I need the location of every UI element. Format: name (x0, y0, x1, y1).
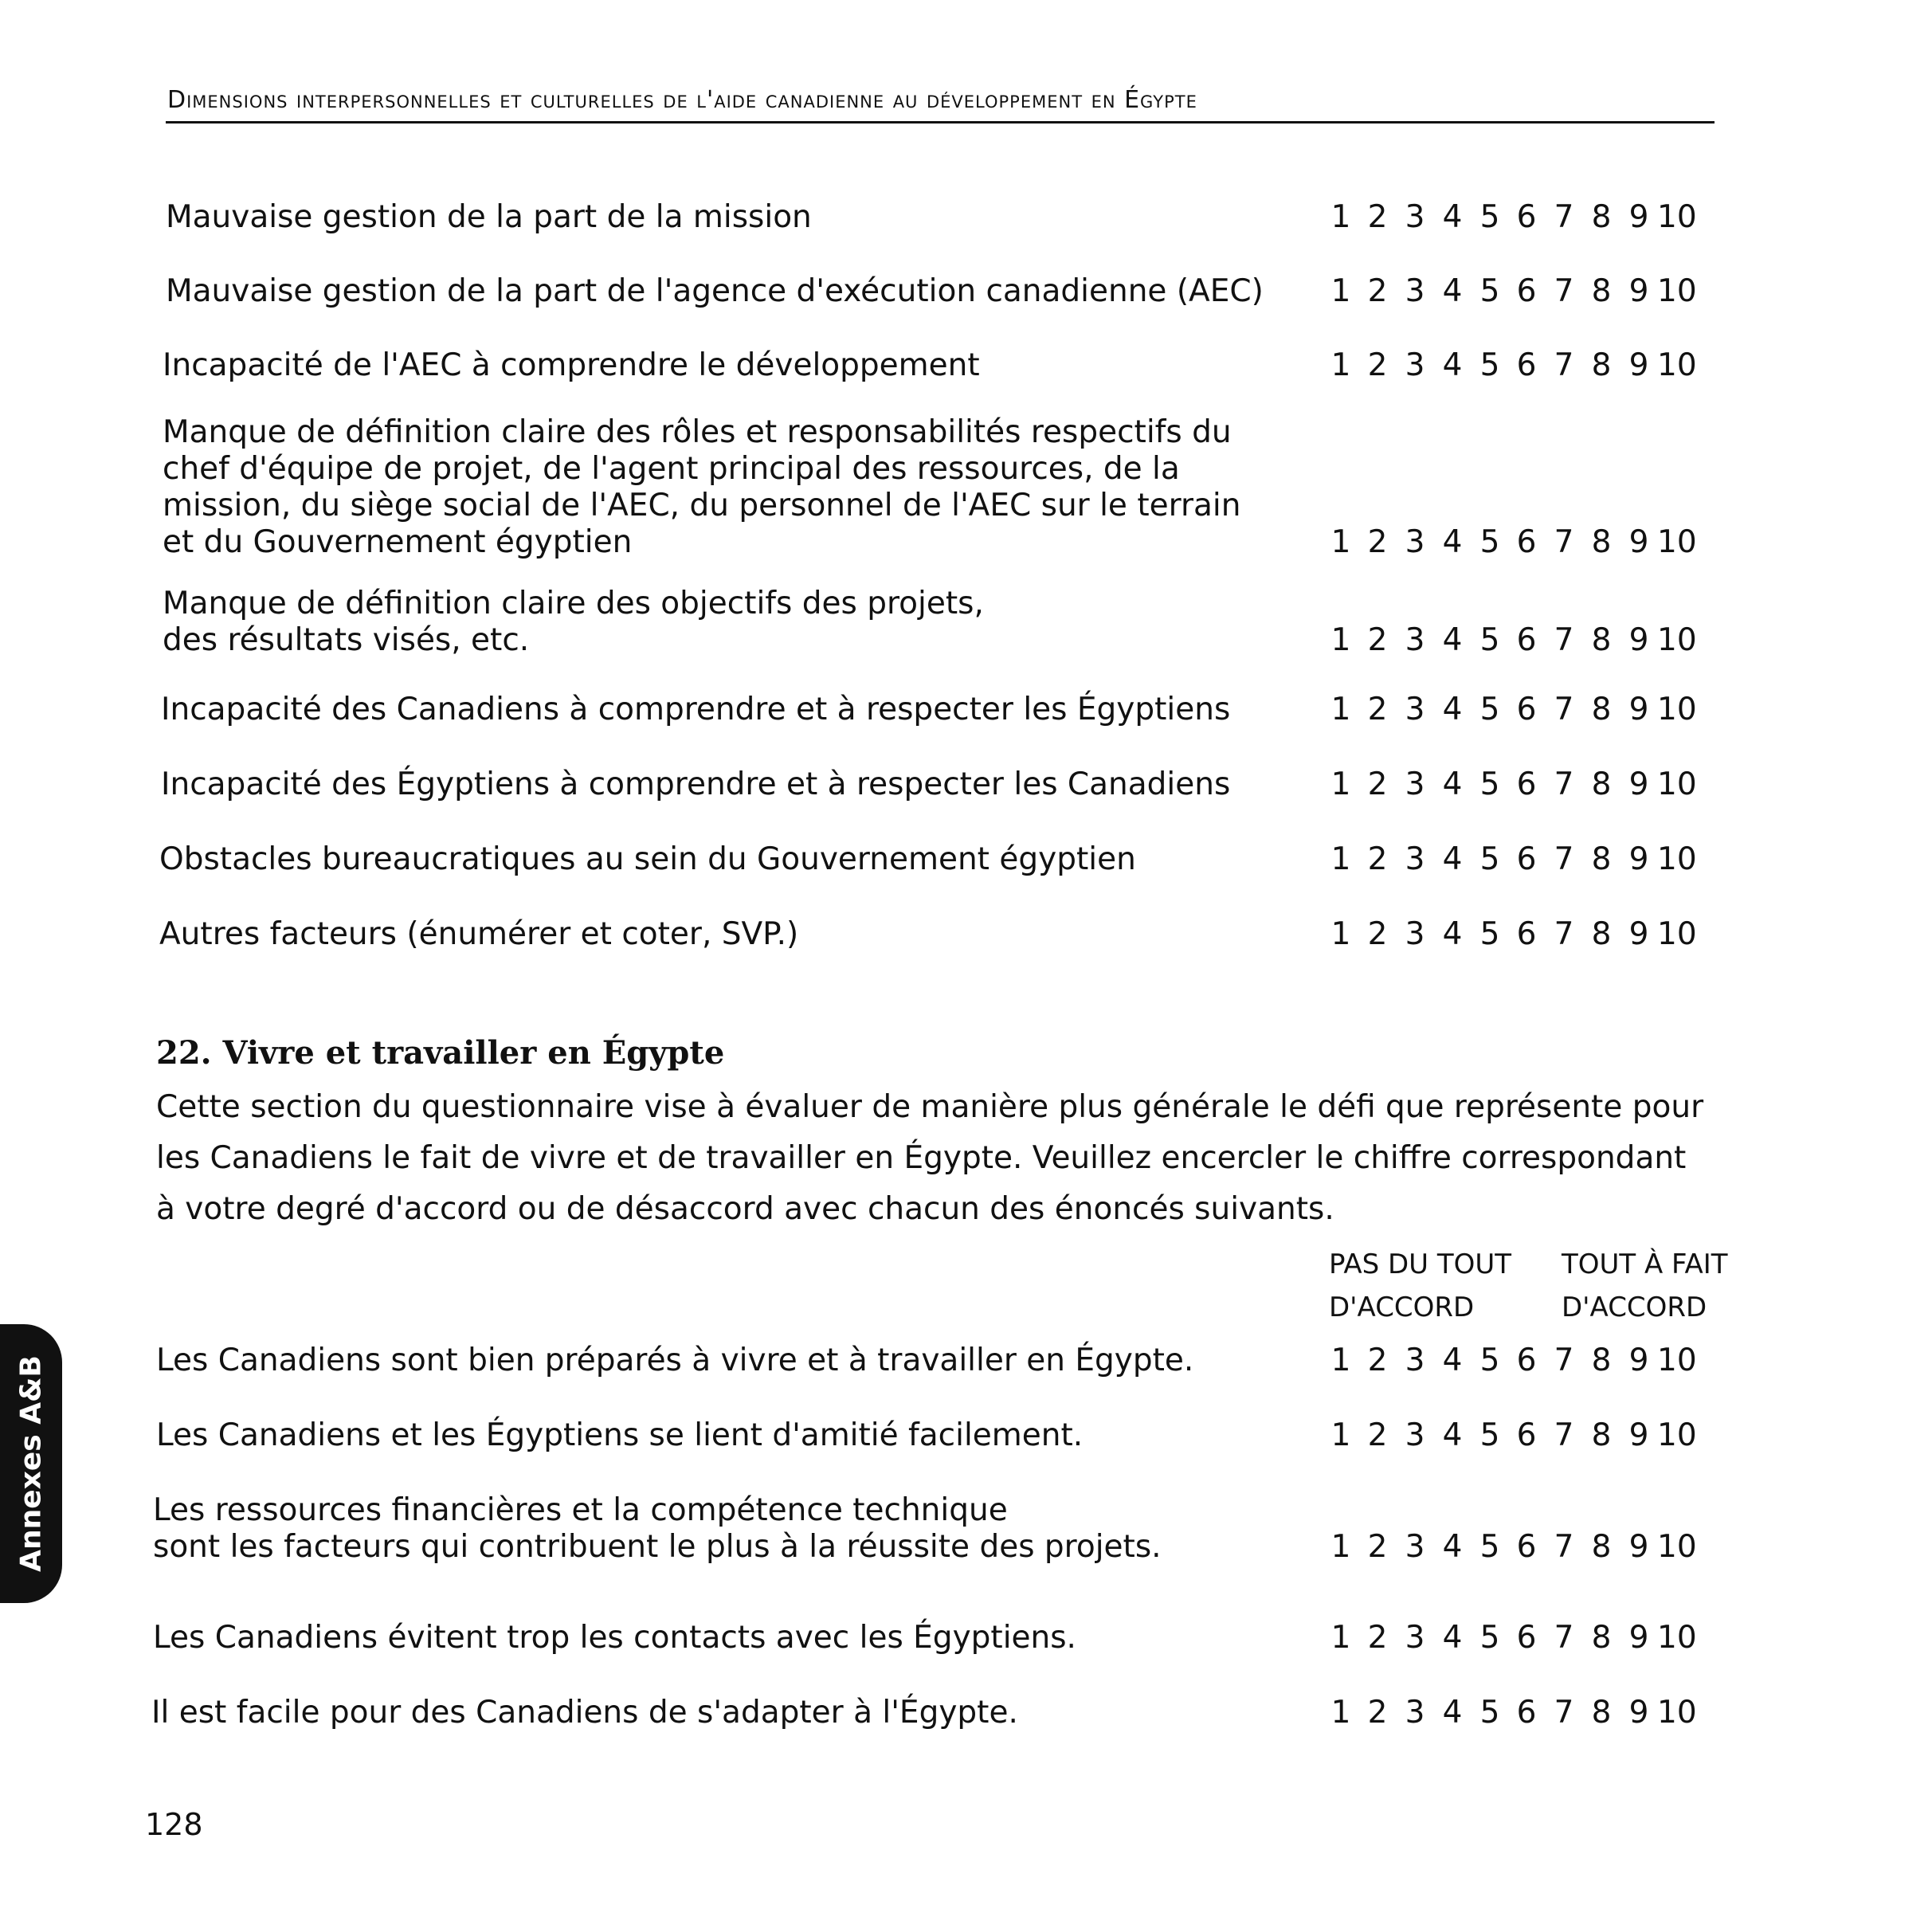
rating-option[interactable]: 2 (1367, 622, 1388, 658)
rating-option[interactable]: 3 (1405, 1620, 1425, 1656)
rating-option[interactable]: 2 (1367, 916, 1388, 952)
rating-option[interactable]: 8 (1591, 916, 1612, 952)
factor-label: chef d'équipe de projet, de l'agent principal des ressources, de la (163, 451, 1180, 487)
rating-option[interactable]: 8 (1591, 199, 1612, 235)
rating-option[interactable]: 7 (1554, 692, 1574, 727)
rating-option[interactable]: 2 (1367, 766, 1388, 802)
rating-option[interactable]: 10 (1657, 1343, 1697, 1378)
section-title: 22. Vivre et travailler en Égypte (156, 1034, 725, 1072)
rating-option[interactable]: 8 (1591, 1343, 1612, 1378)
running-header: Dimensions interpersonnelles et culturelles de l'aide canadienne au développement en Égypte (167, 86, 1197, 114)
rating-option[interactable]: 6 (1516, 1695, 1537, 1731)
rating-option[interactable]: 5 (1479, 524, 1500, 560)
rating-option[interactable]: 6 (1516, 199, 1537, 235)
rating-option[interactable]: 4 (1442, 841, 1463, 877)
rating-option[interactable]: 10 (1657, 916, 1697, 952)
rating-option[interactable]: 1 (1330, 347, 1351, 383)
rating-option[interactable]: 9 (1628, 1529, 1649, 1565)
rating-option[interactable]: 5 (1479, 622, 1500, 658)
rating-option[interactable]: 10 (1657, 1695, 1697, 1731)
rating-option[interactable]: 8 (1591, 766, 1612, 802)
statement-label: Les ressources financières et la compétence technique (153, 1492, 1008, 1528)
rating-scale (1323, 1417, 1721, 1454)
rating-option[interactable]: 4 (1442, 273, 1463, 309)
rating-scale (1323, 622, 1721, 659)
rating-scale (1323, 692, 1721, 728)
rating-option[interactable]: 2 (1367, 273, 1388, 309)
rating-option[interactable]: 1 (1330, 1620, 1351, 1656)
rating-option[interactable]: 8 (1591, 1529, 1612, 1565)
rating-option[interactable]: 4 (1442, 692, 1463, 727)
side-tab-label: Annexes A&B (14, 1355, 48, 1572)
rating-scale (1323, 1695, 1721, 1731)
rating-scale (1323, 1343, 1721, 1379)
rating-option[interactable]: 4 (1442, 1529, 1463, 1565)
rating-option[interactable]: 5 (1479, 273, 1500, 309)
rating-option[interactable]: 1 (1330, 1529, 1351, 1565)
rating-option[interactable]: 7 (1554, 1343, 1574, 1378)
rating-option[interactable]: 2 (1367, 1417, 1388, 1453)
rating-option[interactable]: 4 (1442, 524, 1463, 560)
scale-right-line: TOUT À FAIT (1562, 1248, 1728, 1280)
rating-option[interactable]: 6 (1516, 1529, 1537, 1565)
rating-option[interactable]: 7 (1554, 841, 1574, 877)
rating-option[interactable]: 7 (1554, 1417, 1574, 1453)
rating-option[interactable]: 2 (1367, 524, 1388, 560)
rating-scale (1323, 916, 1721, 953)
statement-label: Les Canadiens évitent trop les contacts avec les Égyptiens. (153, 1620, 1076, 1656)
rating-option[interactable]: 3 (1405, 1343, 1425, 1378)
rating-option[interactable]: 2 (1367, 1620, 1388, 1656)
rating-option[interactable]: 10 (1657, 199, 1697, 235)
rating-option[interactable]: 2 (1367, 199, 1388, 235)
rating-option[interactable]: 2 (1367, 347, 1388, 383)
rating-option[interactable]: 8 (1591, 841, 1612, 877)
rating-option[interactable]: 1 (1330, 524, 1351, 560)
rating-option[interactable]: 4 (1442, 916, 1463, 952)
rating-option[interactable]: 8 (1591, 347, 1612, 383)
rating-option[interactable]: 2 (1367, 1695, 1388, 1731)
statement-label: Les Canadiens sont bien préparés à vivre et à travailler en Égypte. (156, 1343, 1194, 1378)
factor-label: et du Gouvernement égyptien (163, 524, 633, 560)
factor-label: Autres facteurs (énumérer et coter, SVP.) (159, 916, 799, 952)
rating-option[interactable]: 10 (1657, 1620, 1697, 1656)
rating-option[interactable]: 1 (1330, 199, 1351, 235)
rating-option[interactable]: 10 (1657, 1417, 1697, 1453)
factor-label: des résultats visés, etc. (163, 622, 530, 658)
rating-option[interactable]: 3 (1405, 766, 1425, 802)
rating-option[interactable]: 9 (1628, 1417, 1649, 1453)
rating-option[interactable]: 3 (1405, 1695, 1425, 1731)
rating-option[interactable]: 4 (1442, 622, 1463, 658)
rating-option[interactable]: 7 (1554, 273, 1574, 309)
rating-option[interactable]: 3 (1405, 692, 1425, 727)
rating-option[interactable]: 9 (1628, 1620, 1649, 1656)
factor-label: Obstacles bureaucratiques au sein du Gouvernement égyptien (159, 841, 1136, 877)
rating-option[interactable]: 4 (1442, 1620, 1463, 1656)
rating-option[interactable]: 3 (1405, 273, 1425, 309)
factor-label: Manque de définition claire des rôles et responsabilités respectifs du (163, 414, 1232, 450)
header-rule (166, 121, 1715, 123)
rating-option[interactable]: 6 (1516, 622, 1537, 658)
rating-option[interactable]: 1 (1330, 1417, 1351, 1453)
rating-option[interactable]: 6 (1516, 841, 1537, 877)
rating-option[interactable]: 2 (1367, 1343, 1388, 1378)
rating-option[interactable]: 6 (1516, 524, 1537, 560)
rating-option[interactable]: 7 (1554, 622, 1574, 658)
rating-option[interactable]: 6 (1516, 347, 1537, 383)
rating-option[interactable]: 9 (1628, 692, 1649, 727)
rating-option[interactable]: 1 (1330, 1343, 1351, 1378)
rating-option[interactable]: 9 (1628, 273, 1649, 309)
factor-label: mission, du siège social de l'AEC, du personnel de l'AEC sur le terrain (163, 488, 1241, 523)
rating-option[interactable]: 7 (1554, 766, 1574, 802)
rating-option[interactable]: 6 (1516, 1343, 1537, 1378)
rating-option[interactable]: 2 (1367, 692, 1388, 727)
rating-option[interactable]: 10 (1657, 841, 1697, 877)
rating-option[interactable]: 5 (1479, 692, 1500, 727)
factor-label: Incapacité des Égyptiens à comprendre et à respecter les Canadiens (161, 766, 1231, 802)
rating-option[interactable]: 8 (1591, 1417, 1612, 1453)
intro-line: les Canadiens le fait de vivre et de travailler en Égypte. Veuillez encercler le chiffre correspondant (156, 1140, 1687, 1176)
rating-option[interactable]: 7 (1554, 199, 1574, 235)
rating-option[interactable]: 8 (1591, 1620, 1612, 1656)
rating-scale (1323, 347, 1721, 384)
rating-option[interactable]: 7 (1554, 524, 1574, 560)
rating-option[interactable]: 1 (1330, 622, 1351, 658)
rating-option[interactable]: 2 (1367, 841, 1388, 877)
rating-option[interactable]: 9 (1628, 916, 1649, 952)
rating-option[interactable]: 8 (1591, 524, 1612, 560)
scale-left-line: PAS DU TOUT (1329, 1248, 1512, 1280)
rating-scale (1323, 199, 1721, 236)
rating-option[interactable]: 5 (1479, 1417, 1500, 1453)
factor-label: Incapacité des Canadiens à comprendre et à respecter les Égyptiens (161, 692, 1231, 727)
rating-option[interactable]: 10 (1657, 524, 1697, 560)
rating-option[interactable]: 7 (1554, 347, 1574, 383)
rating-option[interactable]: 8 (1591, 273, 1612, 309)
intro-line: Cette section du questionnaire vise à évaluer de manière plus générale le défi que représente pour (156, 1089, 1704, 1125)
rating-option[interactable]: 9 (1628, 347, 1649, 383)
section-intro (156, 1082, 1718, 1235)
rating-option[interactable]: 3 (1405, 622, 1425, 658)
scale-right-line: D'ACCORD (1562, 1292, 1707, 1323)
rating-option[interactable]: 9 (1628, 766, 1649, 802)
rating-option[interactable]: 7 (1554, 1529, 1574, 1565)
rating-option[interactable]: 1 (1330, 273, 1351, 309)
rating-option[interactable]: 1 (1330, 692, 1351, 727)
rating-option[interactable]: 6 (1516, 1417, 1537, 1453)
rating-option[interactable]: 8 (1591, 1695, 1612, 1731)
rating-option[interactable]: 8 (1591, 692, 1612, 727)
rating-option[interactable]: 5 (1479, 1695, 1500, 1731)
rating-option[interactable]: 4 (1442, 347, 1463, 383)
rating-option[interactable]: 5 (1479, 916, 1500, 952)
rating-scale (1323, 1529, 1721, 1566)
rating-option[interactable]: 9 (1628, 841, 1649, 877)
intro-line: à votre degré d'accord ou de désaccord avec chacun des énoncés suivants. (156, 1191, 1334, 1227)
rating-option[interactable]: 10 (1657, 766, 1697, 802)
rating-option[interactable]: 7 (1554, 1695, 1574, 1731)
rating-option[interactable]: 3 (1405, 524, 1425, 560)
rating-option[interactable]: 4 (1442, 766, 1463, 802)
rating-scale (1323, 1620, 1721, 1656)
rating-option[interactable]: 7 (1554, 1620, 1574, 1656)
rating-option[interactable]: 9 (1628, 524, 1649, 560)
rating-option[interactable]: 3 (1405, 347, 1425, 383)
rating-option[interactable]: 6 (1516, 273, 1537, 309)
rating-option[interactable]: 5 (1479, 766, 1500, 802)
rating-option[interactable]: 6 (1516, 916, 1537, 952)
rating-scale (1323, 766, 1721, 803)
rating-option[interactable]: 8 (1591, 622, 1612, 658)
scale-left-line: D'ACCORD (1329, 1292, 1475, 1323)
rating-option[interactable]: 4 (1442, 199, 1463, 235)
rating-option[interactable]: 10 (1657, 273, 1697, 309)
rating-option[interactable]: 10 (1657, 692, 1697, 727)
rating-option[interactable]: 10 (1657, 347, 1697, 383)
rating-option[interactable]: 1 (1330, 766, 1351, 802)
rating-option[interactable]: 9 (1628, 622, 1649, 658)
rating-option[interactable]: 5 (1479, 347, 1500, 383)
rating-option[interactable]: 10 (1657, 622, 1697, 658)
rating-scale (1323, 841, 1721, 878)
rating-option[interactable]: 3 (1405, 841, 1425, 877)
rating-option[interactable]: 9 (1628, 1343, 1649, 1378)
rating-option[interactable]: 1 (1330, 1695, 1351, 1731)
rating-option[interactable]: 3 (1405, 1417, 1425, 1453)
statement-label: Il est facile pour des Canadiens de s'adapter à l'Égypte. (151, 1695, 1018, 1731)
factor-label: Manque de définition claire des objectifs des projets, (163, 586, 984, 621)
rating-option[interactable]: 5 (1479, 841, 1500, 877)
rating-scale (1323, 273, 1721, 310)
rating-option[interactable]: 5 (1479, 1529, 1500, 1565)
rating-option[interactable]: 7 (1554, 916, 1574, 952)
scale-right-heading (1562, 1243, 1728, 1329)
rating-option[interactable]: 5 (1479, 199, 1500, 235)
page-number: 128 (145, 1807, 203, 1842)
rating-option[interactable]: 9 (1628, 1695, 1649, 1731)
rating-option[interactable]: 1 (1330, 916, 1351, 952)
rating-option[interactable]: 5 (1479, 1343, 1500, 1378)
rating-option[interactable]: 1 (1330, 841, 1351, 877)
rating-option[interactable]: 9 (1628, 199, 1649, 235)
rating-option[interactable]: 4 (1442, 1695, 1463, 1731)
factor-label: Mauvaise gestion de la part de la mission (166, 199, 812, 235)
rating-option[interactable]: 6 (1516, 692, 1537, 727)
factor-label: Incapacité de l'AEC à comprendre le développement (163, 347, 980, 383)
rating-option[interactable]: 10 (1657, 1529, 1697, 1565)
rating-option[interactable]: 4 (1442, 1343, 1463, 1378)
statement-label: sont les facteurs qui contribuent le plus à la réussite des projets. (153, 1529, 1162, 1565)
rating-option[interactable]: 2 (1367, 1529, 1388, 1565)
scale-left-heading (1329, 1243, 1511, 1329)
side-tab (0, 1324, 62, 1603)
rating-option[interactable]: 6 (1516, 1620, 1537, 1656)
factor-label: Mauvaise gestion de la part de l'agence d'exécution canadienne (AEC) (166, 273, 1264, 309)
rating-option[interactable]: 3 (1405, 916, 1425, 952)
rating-option[interactable]: 6 (1516, 766, 1537, 802)
rating-option[interactable]: 5 (1479, 1620, 1500, 1656)
rating-option[interactable]: 3 (1405, 1529, 1425, 1565)
statement-label: Les Canadiens et les Égyptiens se lient d'amitié facilement. (156, 1417, 1084, 1453)
rating-option[interactable]: 4 (1442, 1417, 1463, 1453)
rating-option[interactable]: 3 (1405, 199, 1425, 235)
rating-scale (1323, 524, 1721, 561)
